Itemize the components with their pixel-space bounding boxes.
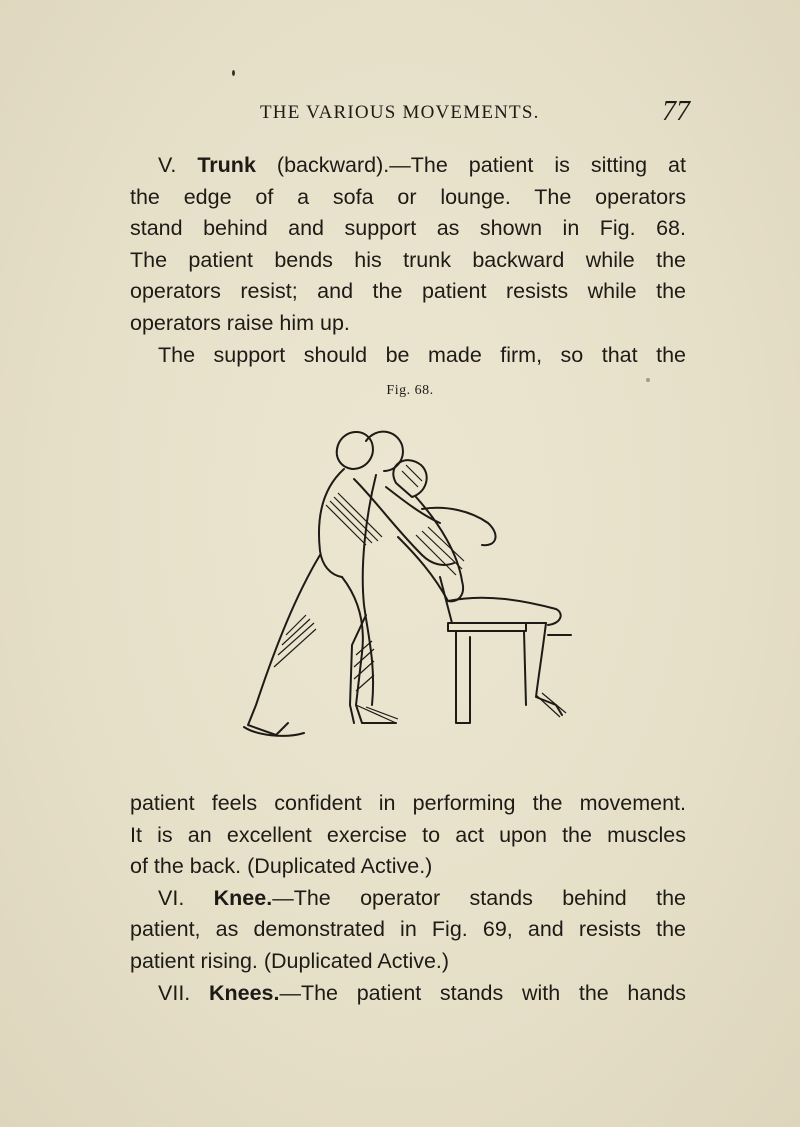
patient-arm xyxy=(422,508,496,545)
section-numeral: VI. xyxy=(158,885,185,910)
text-line: The patient bends his trunk backward while the xyxy=(130,247,686,272)
text-line: patient, as demonstrated in Fig. 69, and resists the xyxy=(130,917,686,942)
text-line: stand behind and support as shown in Fig. 68. xyxy=(130,216,686,241)
paper-speck xyxy=(232,70,235,76)
figure-68-illustration xyxy=(226,405,606,750)
text-line: operators resist; and the patient resists while the xyxy=(130,279,686,304)
section-numeral: V. xyxy=(158,153,177,177)
lounge-leg xyxy=(456,631,470,723)
lounge-leg xyxy=(524,631,526,705)
operator-two-torso xyxy=(363,475,376,705)
operator-foot xyxy=(244,727,304,736)
section-numeral: VII. xyxy=(158,980,191,1005)
operator-two-head xyxy=(366,432,403,471)
patient-thigh xyxy=(448,598,561,625)
text-fragment: (backward).—The patient is sitting at xyxy=(276,153,686,177)
text-line: It is an excellent exercise to act upon the muscles xyxy=(130,822,686,847)
section-heading: Knees. xyxy=(208,980,280,1005)
patient-shin xyxy=(536,623,562,715)
text-line xyxy=(130,978,686,1010)
paragraph-trunk-backward xyxy=(130,150,686,371)
text-line: The support should be made firm, so that the xyxy=(158,342,686,367)
lounge-seat xyxy=(448,623,526,631)
operator-head xyxy=(337,432,373,469)
figure-caption: Fig. 68. xyxy=(386,383,434,398)
text-line: operators raise him up. xyxy=(130,310,350,335)
operator-torso xyxy=(319,469,344,577)
text-line: patient feels confident in performing the movement. xyxy=(130,791,686,815)
paper-speck xyxy=(646,378,650,382)
section-heading: Knee. xyxy=(213,885,273,910)
text-fragment: —The operator stands behind the xyxy=(272,885,686,910)
running-title: THE VARIOUS MOVEMENTS. xyxy=(260,102,540,123)
section-heading: Trunk xyxy=(197,153,256,177)
page-number: 77 xyxy=(662,96,690,127)
text-line: the edge of a sofa or lounge. The operators xyxy=(130,184,686,209)
operator-back-leg xyxy=(248,555,320,735)
text-line: patient rising. (Duplicated Active.) xyxy=(130,948,450,973)
paragraph-knee-movements xyxy=(130,788,686,1009)
page-header xyxy=(130,96,690,134)
text-line: of the back. (Duplicated Active.) xyxy=(130,854,433,879)
text-fragment: —The patient stands with the hands xyxy=(279,980,686,1005)
text-line xyxy=(130,883,686,915)
text-line xyxy=(130,150,686,182)
